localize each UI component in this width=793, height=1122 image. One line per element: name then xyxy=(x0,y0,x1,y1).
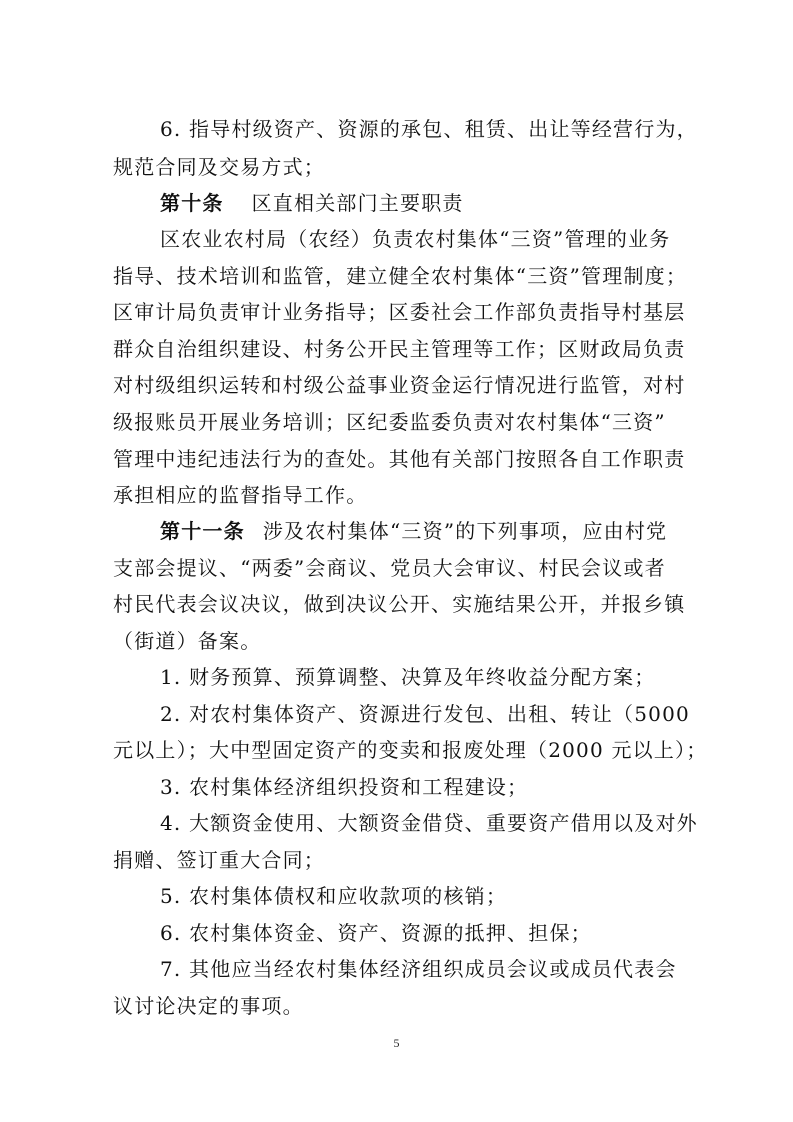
paragraph-line: 区审计局负责审计业务指导；区委社会工作部负责指导村基层 xyxy=(113,300,686,324)
article-10-heading: 第十条 xyxy=(160,191,224,215)
article-11-heading: 第十一条 xyxy=(160,519,245,543)
paragraph-line: （街道）备案。 xyxy=(113,629,262,653)
list-item: 2. 对农村集体资产、资源进行发包、出租、转让（5000 xyxy=(160,702,690,726)
list-item: 4. 大额资金使用、大额资金借贷、重要资产借用以及对外 xyxy=(160,811,698,835)
list-item: 3. 农村集体经济组织投资和工程建设； xyxy=(160,775,529,799)
article-10-heading-line xyxy=(160,189,464,217)
article-10-title: 区直相关部门主要职责 xyxy=(251,191,464,215)
paragraph-line: 对村级组织运转和村级公益事业资金运行情况进行监管，对村 xyxy=(113,373,686,397)
paragraph-line: 6. 指导村级资产、资源的承包、租赁、出让等经营行为， xyxy=(160,117,698,141)
paragraph-line: 级报账员开展业务培训；区纪委监委负责对农村集体“三资” xyxy=(113,410,666,434)
paragraph-line: 区农业农村局（农经）负责农村集体“三资”管理的业务 xyxy=(160,227,671,251)
paragraph-line: 支部会提议、“两委”会商议、党员大会审议、村民会议或者 xyxy=(113,556,666,580)
list-item: 6. 农村集体资金、资产、资源的抵押、担保； xyxy=(160,921,592,945)
page-number: 5 xyxy=(393,1036,400,1050)
paragraph-line: 承担相应的监督指导工作。 xyxy=(113,483,368,507)
paragraph-line: 管理中违纪违法行为的查处。其他有关部门按照各自工作职责 xyxy=(113,447,686,471)
list-item: 7. 其他应当经农村集体经济组织成员会议或成员代表会 xyxy=(160,957,677,981)
list-item-continuation: 议讨论决定的事项。 xyxy=(113,994,304,1018)
paragraph-line: 群众自治组织建设、村务公开民主管理等工作；区财政局负责 xyxy=(113,337,686,361)
list-item-continuation: 捐赠、签订重大合同； xyxy=(113,848,325,872)
list-item: 5. 农村集体债权和应收款项的核销； xyxy=(160,884,508,908)
list-item: 1. 财务预算、预算调整、决算及年终收益分配方案； xyxy=(160,665,656,689)
list-item-continuation: 元以上）；大中型固定资产的变卖和报废处理（2000 元以上）； xyxy=(113,738,708,762)
paragraph-line: 指导、技术培训和监管，建立健全农村集体“三资”管理制度； xyxy=(113,264,688,288)
article-11-text: 涉及农村集体“三资”的下列事项，应由村党 xyxy=(262,519,668,543)
article-11-heading-line xyxy=(160,517,667,545)
paragraph-line: 村民代表会议决议，做到决议公开、实施结果公开，并报乡镇 xyxy=(113,592,686,616)
paragraph-line: 规范合同及交易方式； xyxy=(113,155,325,179)
